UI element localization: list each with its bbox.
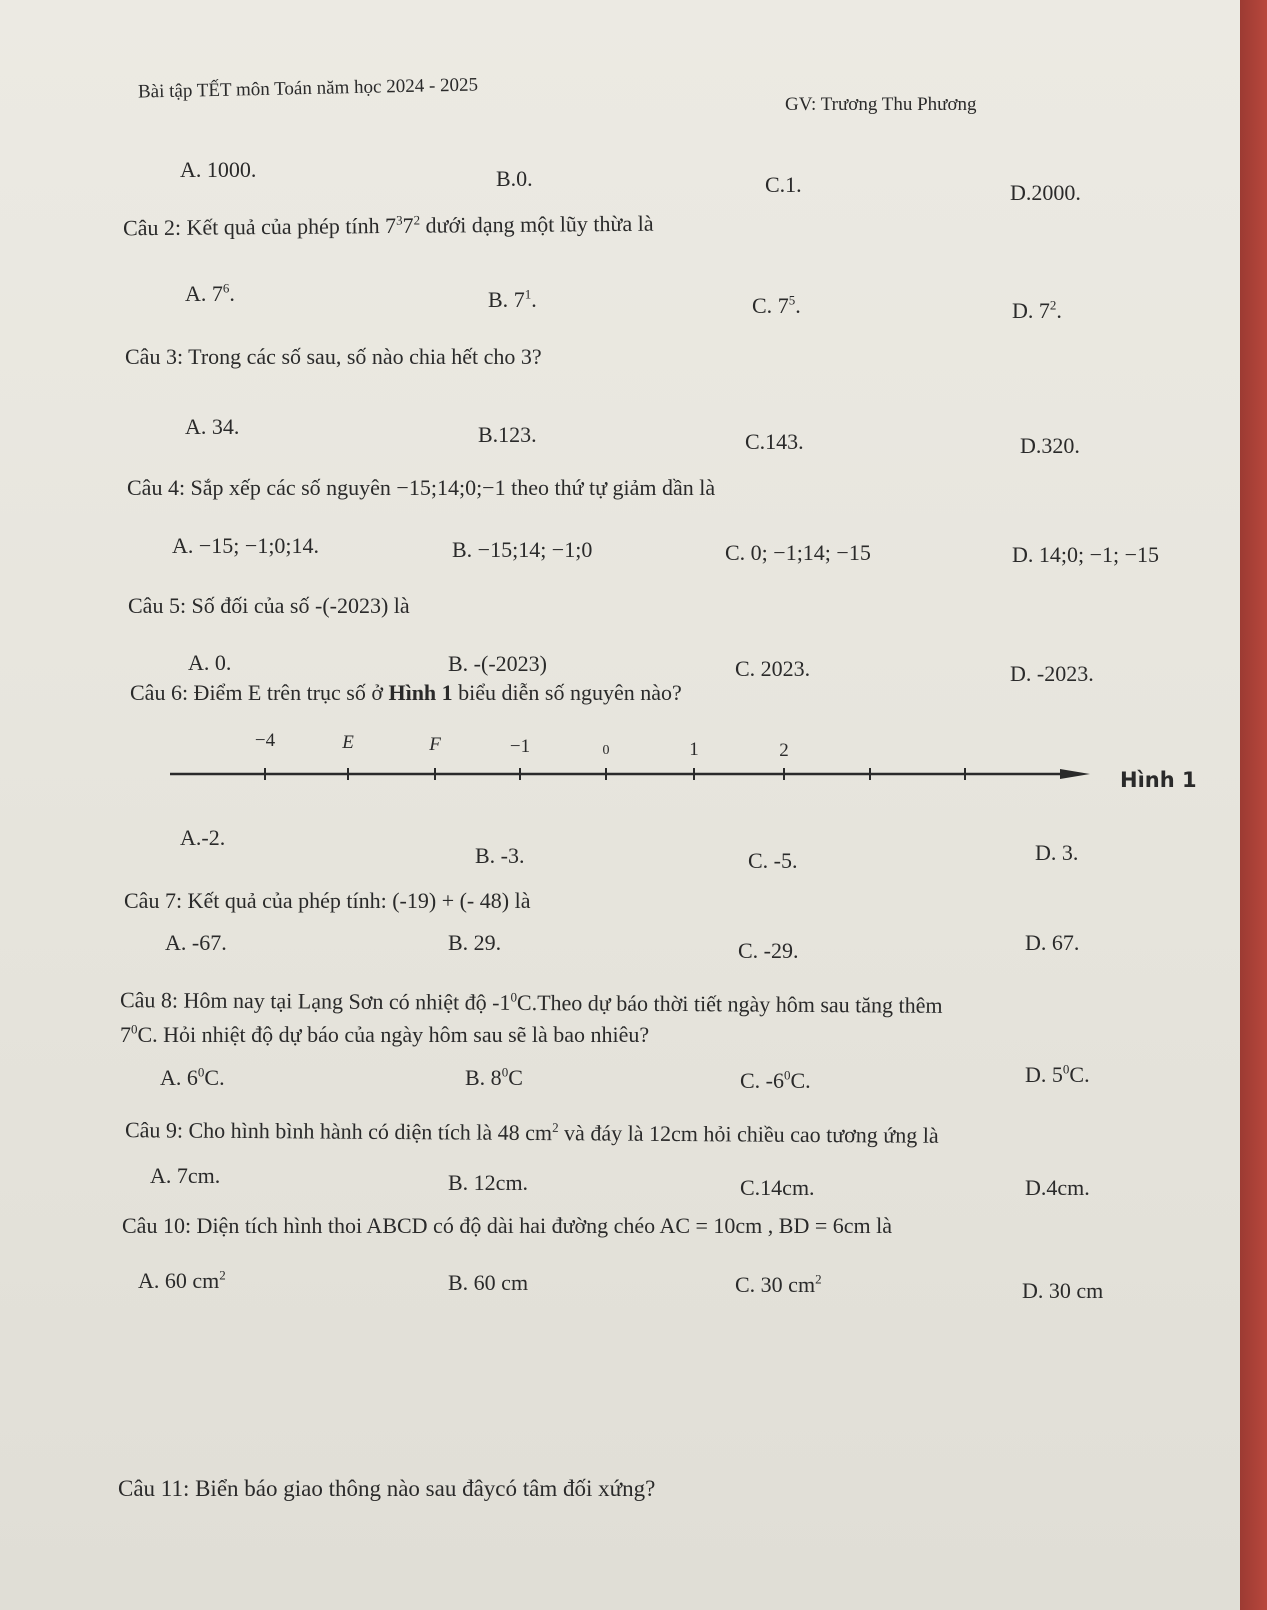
- tick-label-minus1: −1: [509, 736, 531, 757]
- q4-option-c: C. 0; −1;14; −15: [725, 540, 871, 565]
- q6-prompt: Câu 6: Điểm E trên trục số ở Hình 1 biểu diễn số nguyên nào?: [130, 680, 682, 705]
- q8-option-d: D. $5^0C$.: [1025, 1061, 1090, 1087]
- q5-option-a: A. 0.: [188, 650, 232, 675]
- tick-label-1: 1: [689, 739, 699, 760]
- q9-option-c: C.14cm.: [740, 1175, 815, 1200]
- q2-option-c: C. $7^5$.: [752, 292, 801, 318]
- q7-option-b: B. 29.: [448, 930, 502, 955]
- q11-prompt: Câu 11: Biển báo giao thông nào sau đâycó tâm đối xứng?: [118, 1476, 656, 1501]
- q2-option-a: A. $7^6$.: [185, 280, 235, 306]
- q9-option-d: D.4cm.: [1025, 1175, 1090, 1200]
- q4-option-a: A. −15; −1;0;14.: [172, 533, 320, 558]
- q8-option-c: C. $-6^0C$.: [740, 1067, 811, 1093]
- header-title: Bài tập TẾT môn Toán năm học 2024 - 2025: [137, 74, 479, 103]
- q1-option-a: A. 1000.: [180, 157, 257, 182]
- tick-label-minus4: −4: [254, 730, 276, 751]
- header-teacher: GV: Trương Thu Phương: [785, 94, 977, 115]
- q6-option-d: D. 3.: [1035, 840, 1079, 865]
- q9-prompt: Câu 9: Cho hình bình hành có diện tích là 48 $cm^2$ và đáy là 12cm hỏi chiều cao tương ứng là: [124, 1117, 939, 1148]
- q9-option-a: A. 7cm.: [150, 1163, 221, 1188]
- tick-label-2: 2: [779, 740, 789, 761]
- q10-option-b: B. 60 cm: [448, 1270, 529, 1295]
- q4-prompt: Câu 4: Sắp xếp các số nguyên −15;14;0;−1 theo thứ tự giảm dần là: [127, 475, 716, 500]
- q8-prompt-line1: Câu 8: Hôm nay tại Lạng Sơn có nhiệt độ $-1^0C.Theo$ dự báo thời tiết ngày hôm sau tăng thêm: [119, 987, 943, 1018]
- q4-option-d: D. 14;0; −1; −15: [1012, 542, 1160, 567]
- q7-option-c: C. -29.: [738, 938, 799, 963]
- q1-option-b: B.0.: [496, 166, 533, 191]
- q3-option-d: D.320.: [1020, 433, 1080, 458]
- q2-option-d: D. $7^2$.: [1012, 297, 1062, 323]
- q8-option-b: B. $8^0C$: [465, 1064, 523, 1090]
- q6-option-c: C. -5.: [748, 848, 798, 873]
- number-line-figure: [170, 724, 1100, 794]
- q7-prompt: Câu 7: Kết quả của phép tính: (-19) + (- 48) là: [124, 888, 531, 913]
- q10-option-a: A. 60 $cm^2$: [138, 1267, 226, 1293]
- q3-option-a: A. 34.: [185, 414, 240, 439]
- q5-prompt: Câu 5: Số đối của số -(-2023) là: [128, 593, 410, 618]
- page-edge-binding: [1240, 0, 1267, 1610]
- q5-option-d: D. -2023.: [1010, 661, 1094, 686]
- q3-option-b: B.123.: [478, 422, 537, 447]
- q6-option-a: A.-2.: [180, 825, 226, 850]
- q9-option-b: B. 12cm.: [448, 1170, 529, 1195]
- q10-option-c: C. 30 $cm^2$: [735, 1271, 822, 1297]
- tick-label-F: F: [429, 734, 441, 755]
- q4-option-b: B. −15;14; −1;0: [452, 537, 593, 562]
- q8-option-a: A. $6^0C$.: [160, 1064, 225, 1090]
- q8-prompt-line2: $7^0C$. Hỏi nhiệt độ dự báo của ngày hôm sau sẽ là bao nhiêu?: [120, 1021, 650, 1047]
- q2-prompt: Câu 2: Kết quả của phép tính $7^37^2$ dưới dạng một lũy thừa là: [122, 210, 654, 241]
- q5-option-b: B. -(-2023): [448, 651, 547, 676]
- q6-option-b: B. -3.: [475, 843, 525, 868]
- q2-option-b: B. $7^1$.: [488, 286, 537, 312]
- q10-prompt: Câu 10: Diện tích hình thoi ABCD có độ dài hai đường chéo AC = 10cm , BD = 6cm là: [122, 1213, 893, 1238]
- q3-prompt: Câu 3: Trong các số sau, số nào chia hết cho 3?: [125, 344, 542, 369]
- q1-option-c: C.1.: [765, 172, 802, 197]
- tick-label-E: E: [342, 732, 354, 753]
- q7-option-d: D. 67.: [1025, 930, 1080, 955]
- q7-option-a: A. -67.: [165, 930, 227, 955]
- q5-option-c: C. 2023.: [735, 656, 811, 681]
- number-line-arrow: [1060, 769, 1090, 779]
- figure-caption: Hình 1: [1120, 768, 1197, 792]
- q1-option-d: D.2000.: [1010, 180, 1081, 205]
- q10-option-d: D. 30 cm: [1022, 1278, 1104, 1303]
- q3-option-c: C.143.: [745, 429, 804, 454]
- tick-label-0: 0: [602, 743, 610, 758]
